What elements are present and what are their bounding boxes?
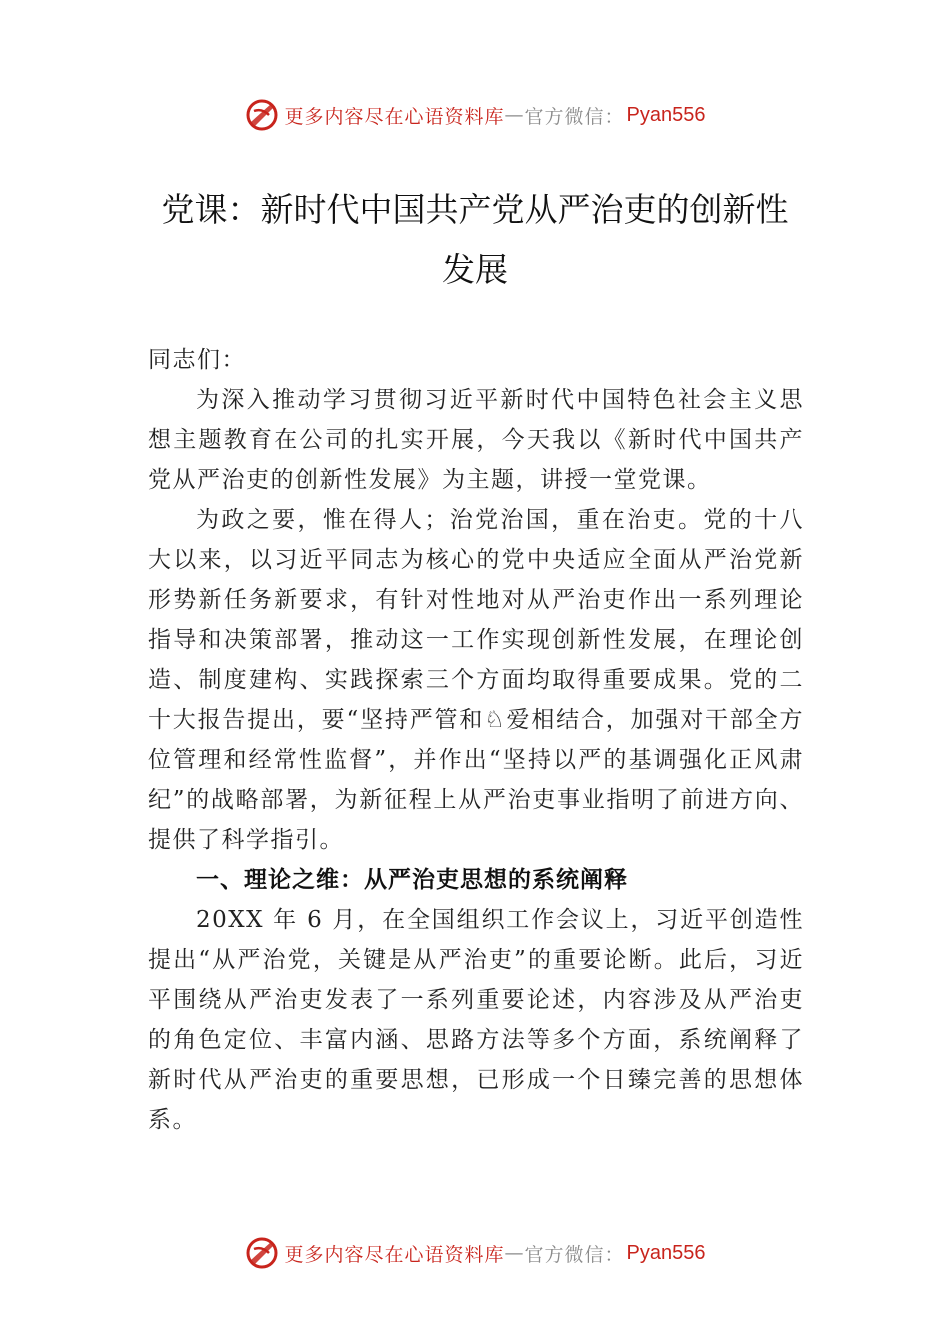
banner-site-text: 更多内容尽在心语资料库 [284,105,505,128]
brush-seal-logo-icon [245,1236,279,1270]
brush-seal-logo-icon [245,98,279,132]
document-body [148,340,804,1140]
header-watermark-banner [0,95,950,135]
section-heading-1: 一、理论之维：从严治吏思想的系统阐释 [196,867,628,893]
greeting: 同志们： [148,347,246,373]
banner-wechat-id: Pyan556 [626,103,706,126]
banner-dash: — [504,104,525,126]
document-title: 党课：新时代中国共产党从严治吏的创新性发展 [161,190,789,289]
banner-wechat-label: 官方微信： [524,105,625,128]
banner-wechat-id: Pyan556 [626,1241,706,1264]
paragraph-background: 为政之要，惟在得人；治党治国，重在治吏。党的十八大以来，以习近平同志为核心的党中央适应全面从严治党新形势新任务新要求，有针对性地对从严治吏作出一系列理论指导和决策部署，推动这一工作实现创新性发展，在理论创造、制度建构、实践探索三个方面均取得重要成果。党的二十大报告提出，要“坚持严管和♘爱相结合，加强对干部全方位管理和经常性监督”，并作出“坚持以严的基调强化正风肃纪”的战略部署，为新征程上从严治吏事业指明了前进方向、提供了科学指引。 [148,507,804,853]
banner-site-text: 更多内容尽在心语资料库 [284,1243,505,1266]
paragraph-section-1: 20XX 年 6 月，在全国组织工作会议上，习近平创造性提出“从严治党，关键是从严治吏”的重要论断。此后，习近平围绕从严治吏发表了一系列重要论述，内容涉及从严治吏的角色定位、丰富内涵、思路方法等多个方面，系统阐释了新时代从严治吏的重要思想，已形成一个日臻完善的思想体系。 [148,907,804,1133]
banner-wechat-label: 官方微信： [524,1243,625,1266]
banner-dash: — [504,1242,525,1264]
footer-watermark-banner [0,1233,950,1273]
paragraph-intro: 为深入推动学习贯彻习近平新时代中国特色社会主义思想主题教育在公司的扎实开展，今天我以《新时代中国共产党从严治吏的创新性发展》为主题，讲授一堂党课。 [148,387,804,493]
